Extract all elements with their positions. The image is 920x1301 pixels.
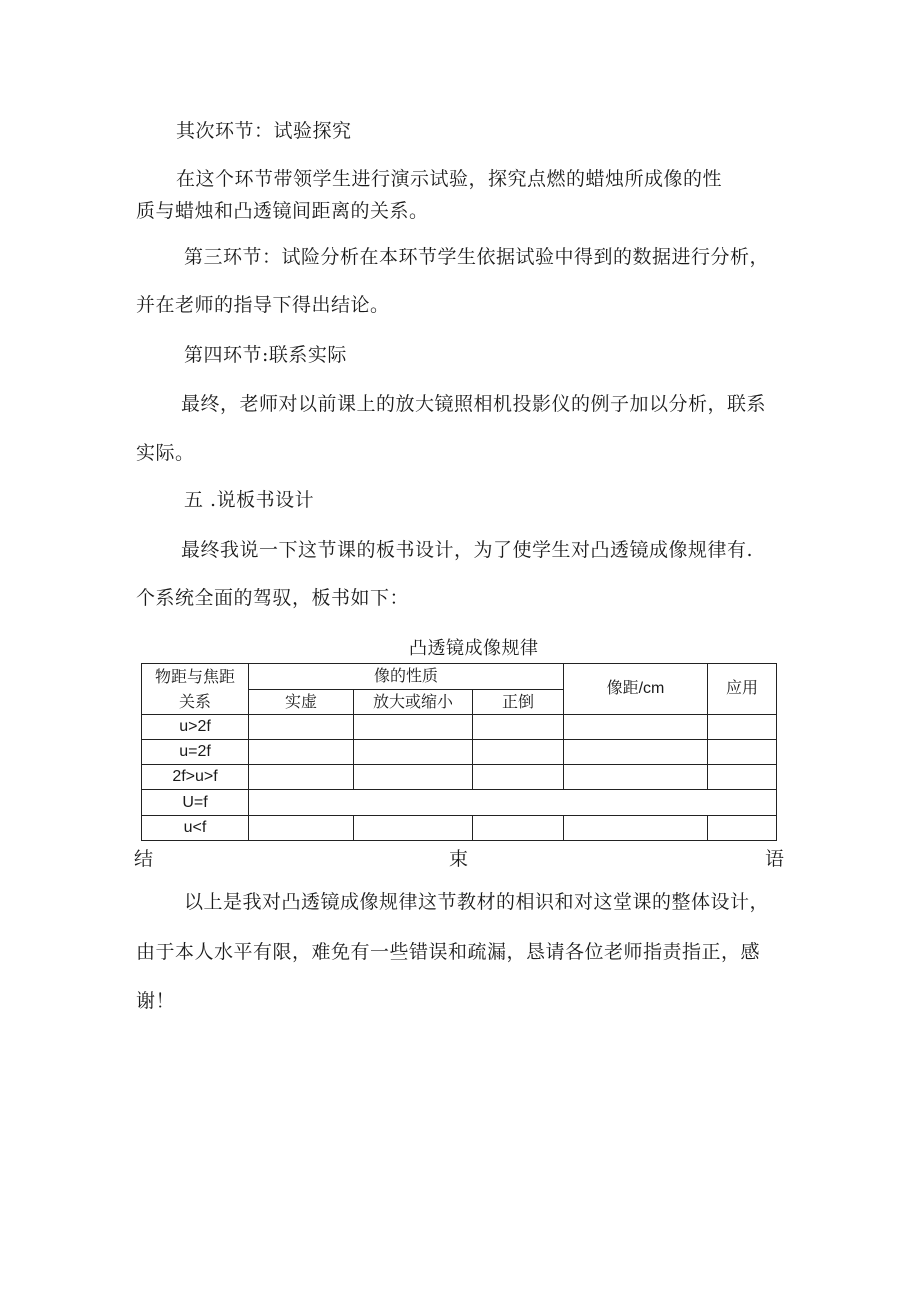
header-application: 应用 bbox=[708, 664, 777, 715]
header-real-virtual: 实虚 bbox=[249, 689, 354, 715]
paragraph-line: 第三环节：试险分析在本环节学生依据试验中得到的数据进行分析， bbox=[184, 246, 770, 268]
row-label: u<f bbox=[142, 816, 249, 841]
table-cell bbox=[473, 765, 564, 790]
row-label: U=f bbox=[142, 790, 249, 816]
row-label: u>2f bbox=[142, 715, 249, 740]
table-cell bbox=[249, 715, 354, 740]
paragraph-line: 在这个环节带领学生进行演示试验，探究点燃的蜡烛所成像的性 bbox=[176, 168, 723, 190]
section-heading-experiment: 其次环节：试验探究 bbox=[176, 120, 352, 142]
header-image-distance: 像距/cm bbox=[564, 664, 708, 715]
imaging-rules-table bbox=[141, 663, 777, 841]
paragraph-line: 最终，老师对以前课上的放大镜照相机投影仪的例子加以分析，联系 bbox=[181, 393, 767, 415]
header-magnify-shrink: 放大或缩小 bbox=[354, 689, 473, 715]
paragraph-line: 个系统全面的驾驭，板书如下： bbox=[136, 587, 410, 609]
table-caption: 凸透镜成像规律 bbox=[409, 638, 539, 658]
paragraph-line: 以上是我对凸透镜成像规律这节教材的相识和对这堂课的整体设计， bbox=[184, 891, 770, 913]
closing-heading-char: 结 bbox=[134, 848, 154, 870]
section-heading-board: 五 .说板书设计 bbox=[184, 489, 315, 511]
table-cell bbox=[249, 765, 354, 790]
table-cell bbox=[473, 816, 564, 841]
table-row bbox=[142, 715, 777, 740]
table-cell bbox=[354, 816, 473, 841]
paragraph-line: 质与蜡烛和凸透镜间距离的关系。 bbox=[136, 200, 429, 222]
table-cell bbox=[564, 765, 708, 790]
row-label: 2f>u>f bbox=[142, 765, 249, 790]
paragraph-line: 谢！ bbox=[136, 990, 176, 1012]
row-label: u=2f bbox=[142, 740, 249, 765]
table-cell bbox=[473, 740, 564, 765]
table-cell bbox=[249, 816, 354, 841]
header-upright-inverted: 正倒 bbox=[473, 689, 564, 715]
table-row bbox=[142, 740, 777, 765]
table-cell bbox=[564, 715, 708, 740]
table-row bbox=[142, 816, 777, 841]
closing-heading-char: 束 bbox=[449, 848, 469, 870]
table-cell bbox=[564, 740, 708, 765]
table-cell bbox=[354, 765, 473, 790]
table-cell bbox=[354, 740, 473, 765]
table-cell-merged bbox=[249, 790, 777, 816]
table-cell bbox=[708, 740, 777, 765]
section-heading-practice: 第四环节:联系实际 bbox=[184, 344, 347, 366]
table-cell bbox=[708, 765, 777, 790]
table-cell bbox=[473, 715, 564, 740]
table-cell bbox=[564, 816, 708, 841]
paragraph-line: 实际。 bbox=[136, 442, 195, 464]
table-cell bbox=[708, 816, 777, 841]
table-cell bbox=[249, 740, 354, 765]
table-cell bbox=[354, 715, 473, 740]
header-image-properties: 像的性质 bbox=[249, 664, 564, 690]
paragraph-line: 并在老师的指导下得出结论。 bbox=[136, 294, 390, 316]
table-cell bbox=[708, 715, 777, 740]
closing-heading-char: 语 bbox=[765, 848, 785, 870]
header-object-distance: 物距与焦距 关系 bbox=[142, 664, 249, 715]
table-row bbox=[142, 765, 777, 790]
paragraph-line: 由于本人水平有限，难免有一些错误和疏漏，恳请各位老师指责指正，感 bbox=[136, 941, 761, 963]
table-row bbox=[142, 790, 777, 816]
paragraph-line: 最终我说一下这节课的板书设计，为了使学生对凸透镜成像规律有. bbox=[181, 539, 754, 561]
